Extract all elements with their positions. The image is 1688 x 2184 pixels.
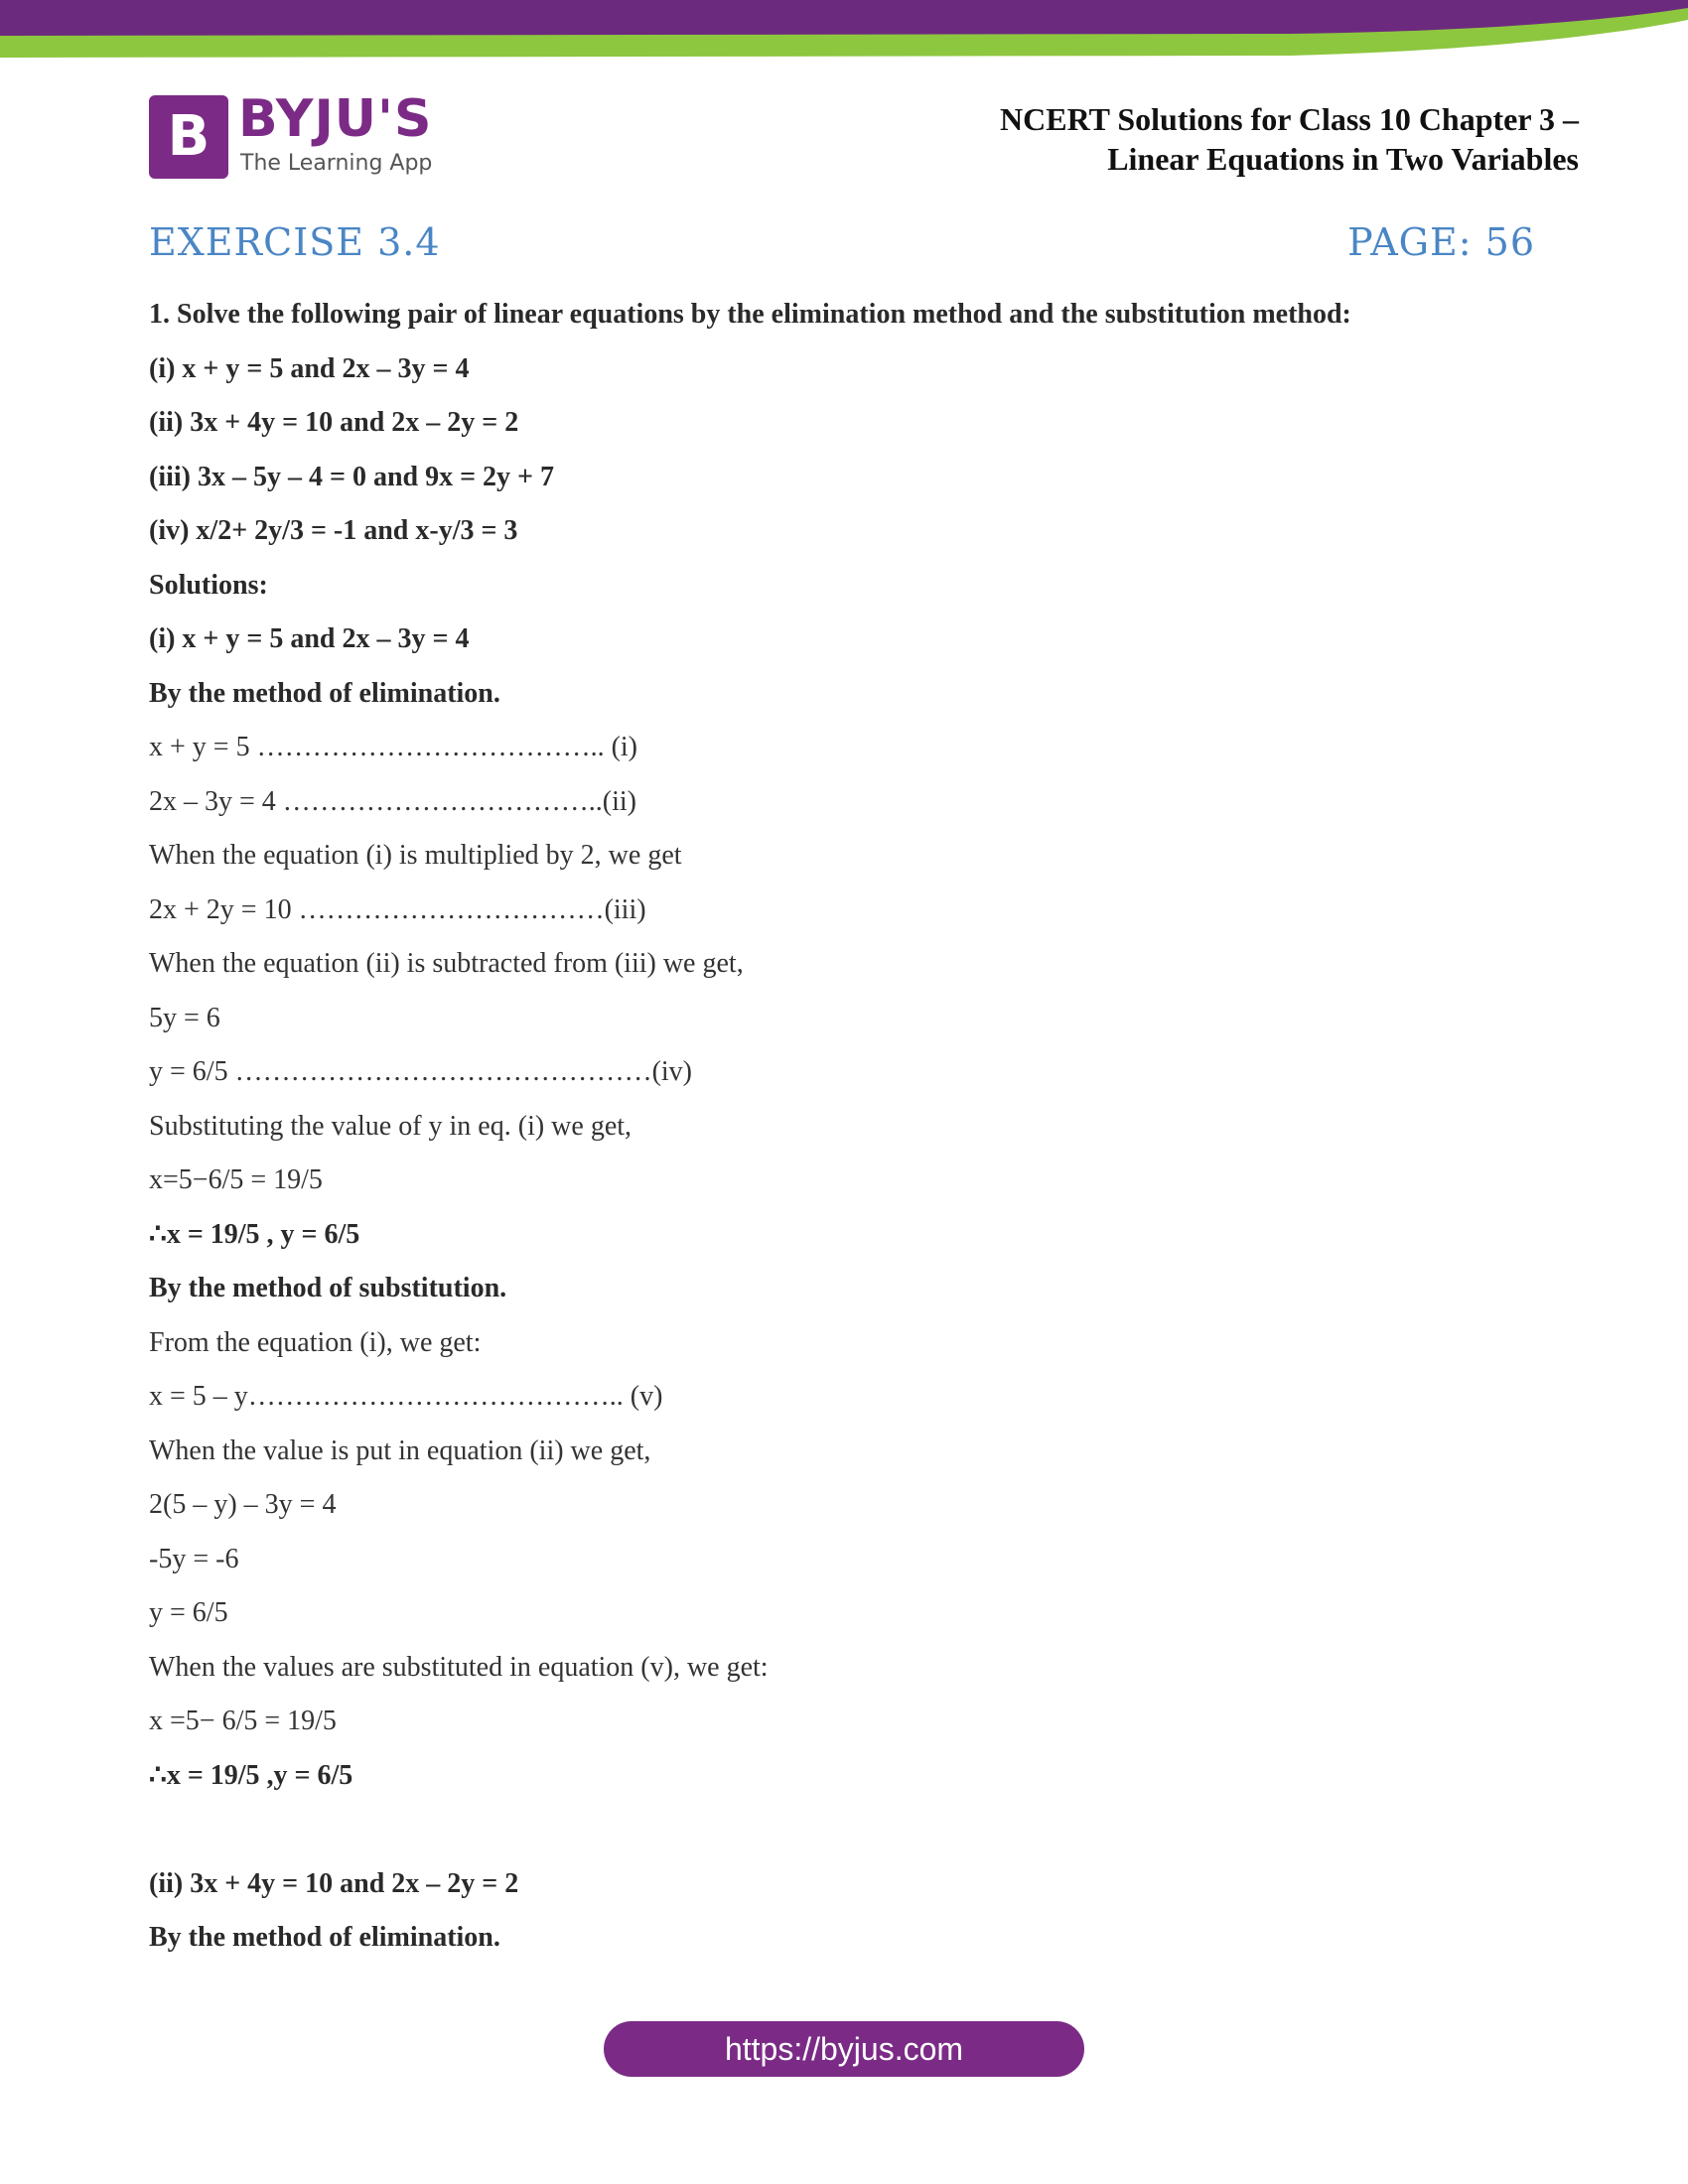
- solution-line: -5y = -6: [149, 1543, 239, 1574]
- solution-i-heading: (i) x + y = 5 and 2x – 3y = 4: [149, 623, 470, 654]
- byjus-logo: [149, 89, 437, 183]
- solution-line: 2x + 2y = 10 ……………………………(iii): [149, 893, 646, 925]
- header-title-line-1: NCERT Solutions for Class 10 Chapter 3 –: [1000, 101, 1579, 137]
- question-statement: 1. Solve the following pair of linear equations by the elimination method and the substitution method:: [149, 299, 1351, 330]
- document-header-title: [884, 99, 1579, 179]
- header-title-line-2: Linear Equations in Two Variables: [1107, 141, 1579, 177]
- logo-tagline: The Learning App: [240, 151, 433, 176]
- solution-result: ∴x = 19/5 ,y = 6/5: [149, 1759, 353, 1791]
- elimination-method-heading: By the method of elimination.: [149, 1922, 500, 1953]
- solution-line: When the values are substituted in equation (v), we get:: [149, 1651, 769, 1683]
- solution-line: When the value is put in equation (ii) we get,: [149, 1434, 651, 1466]
- solution-line: When the equation (ii) is subtracted from (iii) we get,: [149, 948, 744, 979]
- solution-line: 2x – 3y = 4 ……………………………..(ii): [149, 785, 636, 817]
- solution-line: 2(5 – y) – 3y = 4: [149, 1489, 337, 1520]
- solution-line: x =5− 6/5 = 19/5: [149, 1706, 337, 1736]
- logo-wordmark: BYJU'S: [238, 89, 433, 149]
- solution-line: When the equation (i) is multiplied by 2, we get: [149, 840, 682, 871]
- question-part-ii: (ii) 3x + 4y = 10 and 2x – 2y = 2: [149, 407, 519, 438]
- solution-line: From the equation (i), we get:: [149, 1326, 482, 1358]
- footer-website-link[interactable]: https://byjus.com: [604, 2021, 1084, 2077]
- solution-line: y = 6/5 ………………………………………(iv): [149, 1056, 692, 1087]
- solution-result: ∴x = 19/5 , y = 6/5: [149, 1218, 360, 1250]
- solutions-heading: Solutions:: [149, 569, 268, 601]
- substitution-method-heading: By the method of substitution.: [149, 1273, 507, 1303]
- logo-letter: B: [167, 104, 211, 169]
- solution-content: [149, 288, 1559, 1966]
- question-part-i: (i) x + y = 5 and 2x – 3y = 4: [149, 352, 470, 384]
- top-decorative-band: [0, 0, 1688, 69]
- solution-line: y = 6/5: [149, 1597, 228, 1628]
- solution-line: x = 5 – y………………………………….. (v): [149, 1381, 663, 1412]
- question-part-iii: (iii) 3x – 5y – 4 = 0 and 9x = 2y + 7: [149, 461, 554, 492]
- solution-line: Substituting the value of y in eq. (i) we get,: [149, 1110, 633, 1142]
- blank-spacer: [149, 1803, 1559, 1857]
- elimination-method-heading: By the method of elimination.: [149, 677, 500, 709]
- exercise-heading: EXERCISE 3.4: [149, 220, 441, 264]
- page-number-heading: PAGE: 56: [1347, 220, 1535, 264]
- solution-line: x=5−6/5 = 19/5: [149, 1164, 323, 1195]
- solution-line: x + y = 5 ……………………………….. (i): [149, 732, 638, 762]
- solution-ii-heading: (ii) 3x + 4y = 10 and 2x – 2y = 2: [149, 1867, 519, 1899]
- question-part-iv: (iv) x/2+ 2y/3 = -1 and x-y/3 = 3: [149, 515, 518, 546]
- solution-line: 5y = 6: [149, 1002, 220, 1033]
